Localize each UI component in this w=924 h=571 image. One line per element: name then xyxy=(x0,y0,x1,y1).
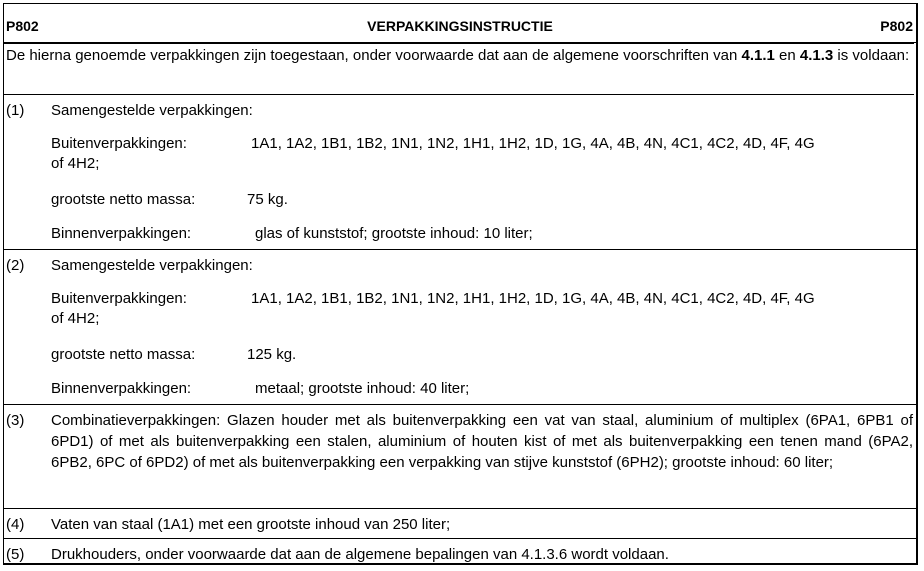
item-text: Drukhouders, onder voorwaarde dat aan de algemene bepalingen van 4.1.3.6 wordt voldaan. xyxy=(51,546,669,563)
mass-label: grootste netto massa: xyxy=(51,191,196,208)
inner-packaging-row xyxy=(51,378,913,399)
outer-packaging-label: Buitenverpakkingen: xyxy=(51,135,187,152)
mass-value: 125 kg. xyxy=(247,346,297,363)
inner-packaging-value: glas of kunststof; grootste inhoud: 10 liter; xyxy=(255,225,533,242)
item-number: (5) xyxy=(6,546,25,563)
list-item-1 xyxy=(4,95,916,250)
item-number: (3) xyxy=(6,412,25,429)
intro-ref-2: 4.1.3 xyxy=(799,47,834,64)
instruction-title: VERPAKKINGSINSTRUCTIE xyxy=(367,18,553,34)
list-item-3 xyxy=(4,405,916,509)
intro-paragraph xyxy=(4,42,914,95)
mass-row xyxy=(51,189,913,210)
outer-packaging-value: 1A1, 1A2, 1B1, 1B2, 1N1, 1N2, 1H1, 1H2, 1D, 1G, 4A, 4B, 4N, 4C1, 4C2, 4D, 4F, 4G xyxy=(251,290,815,307)
list-item-2 xyxy=(4,250,916,405)
instruction-code-left: P802 xyxy=(6,18,39,34)
item-text: Vaten van staal (1A1) met een grootste inhoud van 250 liter; xyxy=(51,516,451,533)
outer-packaging-row xyxy=(51,133,913,154)
intro-text-before: De hierna genoemde verpakkingen zijn toegestaan, onder voorwaarde dat aan de algemene voorschriften van xyxy=(6,47,742,64)
inner-packaging-label: Binnenverpakkingen: xyxy=(51,225,192,242)
packing-instruction-table xyxy=(3,3,918,565)
table-header xyxy=(4,4,916,43)
mass-label: grootste netto massa: xyxy=(51,346,196,363)
inner-packaging-value: metaal; grootste inhoud: 40 liter; xyxy=(255,380,470,397)
intro-ref-1: 4.1.1 xyxy=(741,47,775,64)
inner-packaging-label: Binnenverpakkingen: xyxy=(51,380,192,397)
mass-value: 75 kg. xyxy=(247,191,288,208)
outer-packaging-label: Buitenverpakkingen: xyxy=(51,290,187,307)
item-heading: Samengestelde verpakkingen: xyxy=(51,257,253,274)
item-number: (1) xyxy=(6,102,25,119)
outer-packaging-value-continued: of 4H2; xyxy=(51,310,100,327)
intro-text-middle: en xyxy=(774,47,800,64)
mass-row xyxy=(51,344,913,365)
outer-packaging-value: 1A1, 1A2, 1B1, 1B2, 1N1, 1N2, 1H1, 1H2, 1D, 1G, 4A, 4B, 4N, 4C1, 4C2, 4D, 4F, 4G xyxy=(251,135,815,152)
list-item-4 xyxy=(4,509,916,539)
outer-packaging-row xyxy=(51,288,913,309)
intro-text-after: is voldaan: xyxy=(833,47,910,64)
instruction-code-right: P802 xyxy=(880,18,913,34)
outer-packaging-value-continued: of 4H2; xyxy=(51,155,100,172)
inner-packaging-row xyxy=(51,223,913,244)
item-text: Combinatieverpakkingen: Glazen houder met als buitenverpakking een vat van staal, aluminium of multiplex (6PA1, 6PB1 of 6PD1) of met als buitenverpakking een stalen, aluminium of houten kist of met als buitenverpakking een tenen mand (6PA2, 6PB2, 6PC of 6PD2) of met als buitenverpakking een verpakking van stijve kunststof (6PH2); grootste inhoud: 60 liter; xyxy=(51,412,913,471)
list-item-5 xyxy=(4,539,916,564)
item-number: (2) xyxy=(6,257,25,274)
item-number: (4) xyxy=(6,516,25,533)
item-heading: Samengestelde verpakkingen: xyxy=(51,102,253,119)
